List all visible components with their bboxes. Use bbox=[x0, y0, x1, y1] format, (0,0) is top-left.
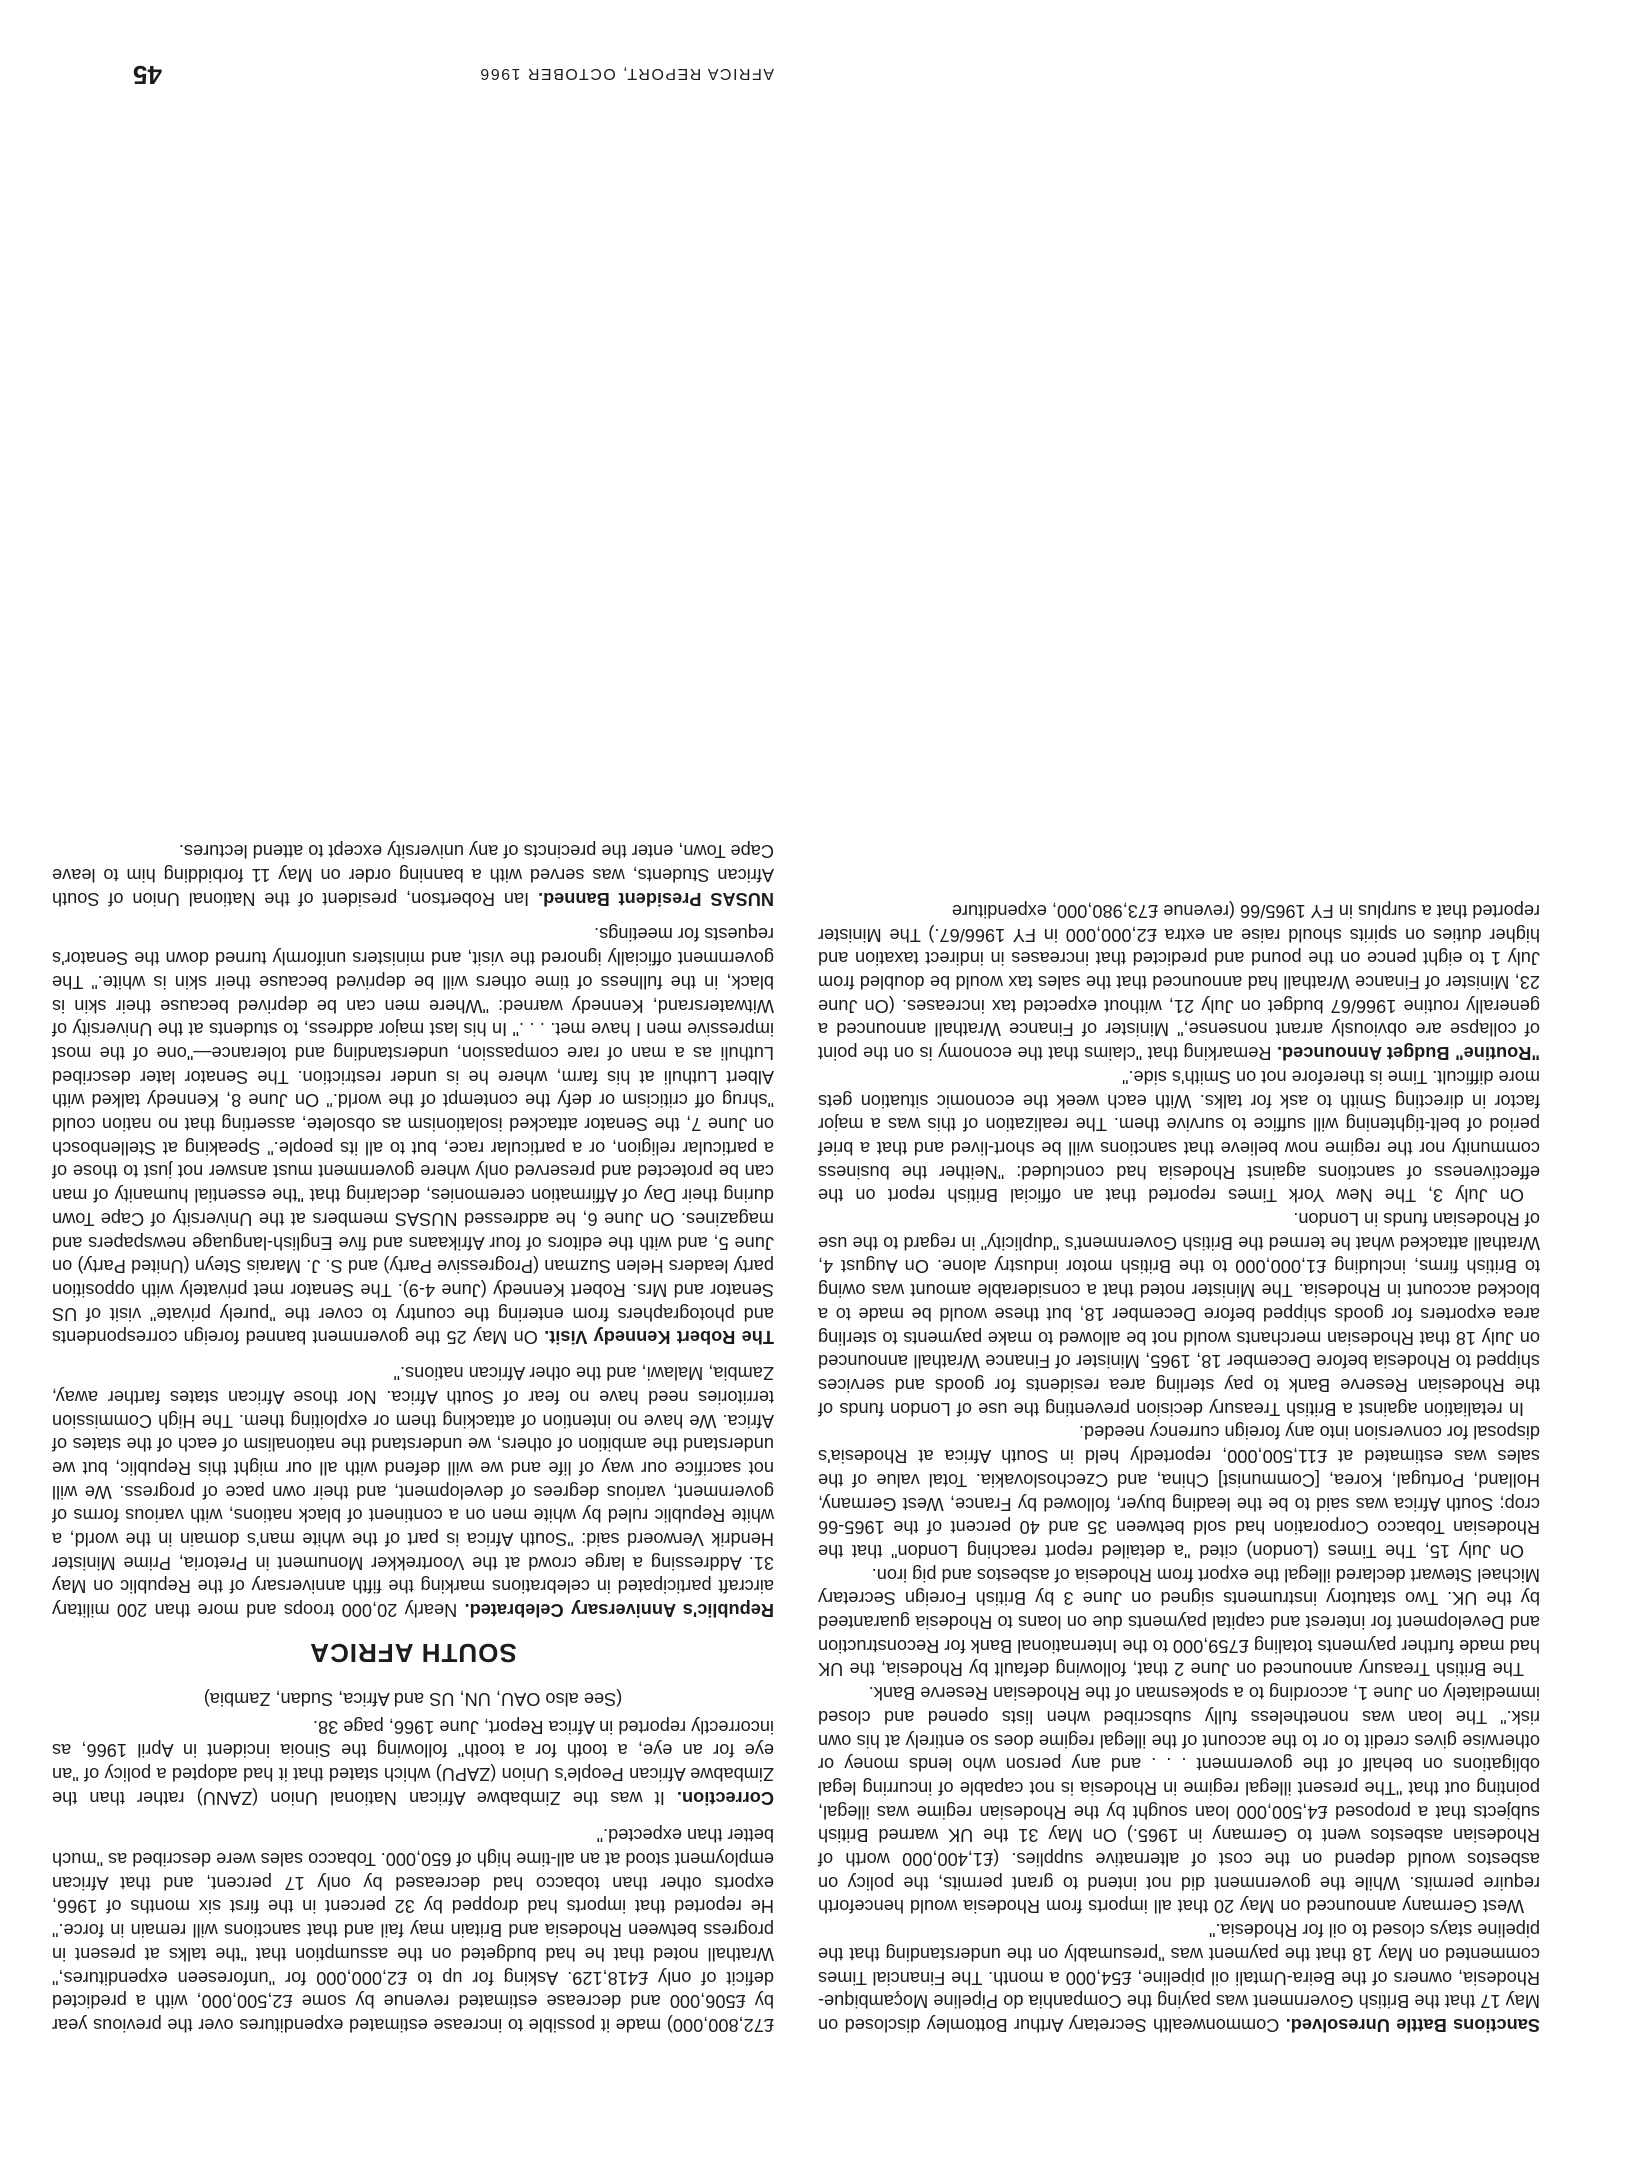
paragraph-tobacco: On July 15, The Times (London) cited "a detailed report reaching London" that the Rhodesian Tobacco Corporation had sold between 35 and 40 percent of the 1965-66 crop; South Africa was said to be the leading buyer, followed by France, West Germany, Holland, Portugal, Korea, [Communist] China, and Czechoslovakia. Total value of the sales was estimated at £11,500,000, reportedly held in South Africa at Rhodesia's disposal for conversion into any foreign currency needed. bbox=[818, 1422, 1540, 1561]
paragraph-lead: NUSAS President Banned. bbox=[538, 888, 774, 909]
paragraph-text: It was the Zimbabwe African National Union (ZANU) rather than the Zimbabwe African People's Union (ZAPU) which stated that it had adopted a policy of "an eye for an eye, a tooth for a tooth" following the Sinoia incident in April 1966, as incorrectly reported in Africa Report, June 1966, page 38. bbox=[52, 1716, 774, 1808]
paragraph-text: On May 25 the government banned foreign correspondents and photographers from entering the country to cover the "purely private" visit of US Senator and Mrs. Robert Kennedy (June 4-9). The Senator met privately with opposition party leaders Helen Suzman (Progressive Party) and S. J. Marais Steyn (United Party) on June 5, and with the editors of four Afrikaans and five English-language newspapers and magazines. On June 6, he addressed NUSAS members at the University of Cape Town during their Day of Affirmation ceremonies, declaring that "the essential humanity of man can be protected and preserved only where government must answer not just to those of a particular religion, or a particular race, but to all its people." Speaking at Stellenbosch on June 7, the Senator attacked isolationism as obsolete, asserting that no nation could "shrug off criticism or defy the contempt of the world." On June 8, Kennedy talked with Albert Luthuli at his farm, where he is under restriction. The Senator later described Luthuli as a man of rare compassion, understanding and tolerance—"one of the most impressive men I have met. . . ." In his last major address, to students at the University of Witwatersrand, Kennedy warned: "Where men can be deprived because their skin is black, in the fullness of time others will be deprived because their skin is white." The government officially ignored the visit, and ministers uniformly turned down the Senator's requests for meetings. bbox=[52, 924, 774, 1348]
paragraph-correction bbox=[52, 1714, 774, 1809]
paragraph-text: Remarking that "claims that the economy is on the point of collapse are obviously arrant nonsense," Minister of Finance Wrathall announced a generally routine 1966/67 budget on July 21, without expected tax increases. (On June 23, Minister of Finance Wrathall had announced that the sales tax would be doubled from July 1 to eight pence on the pound and predicted that increases in indirect taxation and higher duties on spirits should raise an extra £2,000,000 in FY 1966/67.) The Minister reported that a surplus in FY 1965/66 (revenue £73,980,000, expenditure bbox=[818, 900, 1540, 1064]
paragraph-lead: "Routine" Budget Announced. bbox=[1276, 1043, 1540, 1064]
paragraph-lead: Correction. bbox=[676, 1787, 774, 1808]
paragraph-nusas bbox=[52, 839, 774, 910]
paragraph-british-treasury: The British Treasury announced on June 2 that, following default by Rhodesia, the UK had made further payments totaling £759,000 to the International Bank for Reconstruction and Development for interest and capital payments due on loans to Rhodesia guaranteed by the UK. Two statutory instruments signed on June 3 by British Foreign Secretary Michael Stewart declared illegal the export from Rhodesia of asbestos and pig iron. bbox=[818, 1564, 1540, 1680]
paragraph-budget bbox=[818, 898, 1540, 1064]
left-column bbox=[818, 898, 1540, 2036]
section-heading: SOUTH AFRICA bbox=[309, 1638, 517, 1669]
paragraph-retaliation: In retaliation against a British Treasury decision preventing the use of London funds of the Rhodesian Reserve Bank to pay sterling area residents for goods and services shipped to Rhodesia before December 18, 1965, Minister of Finance Wrathall announced on July 18 that Rhodesian merchants would not be allowed to make payments to sterling area exporters for goods shipped before December 18, but these would be made to a blocked account in Rhodesia. The Minister noted that a considerable amount was owing to British firms, including £1,000,000 to the British motor industry alone. On August 4, Wrathall attacked what he termed the British Government's "duplicity" in regard to the use of Rhodesian funds in London. bbox=[818, 1209, 1540, 1419]
right-column bbox=[52, 839, 774, 2036]
see-also-note: (See also OAU, UN, US and Africa, Sudan, Zambia) bbox=[203, 1688, 623, 1709]
paragraph-kennedy-visit bbox=[52, 922, 774, 1349]
paragraph-lead: Sanctions Battle Unresolved. bbox=[1285, 2015, 1540, 2035]
paragraph-lead: Republic's Anniversary Celebrated. bbox=[464, 1600, 774, 1621]
paragraph-anniversary bbox=[52, 1360, 774, 1621]
paragraph-lead: The Robert Kennedy Visit. bbox=[544, 1327, 774, 1348]
page-number: 45 bbox=[133, 60, 162, 90]
paragraph-text: Commonwealth Secretary Arthur Bottomley disclosed on May 17 that the British Government was paying the Companhia do Pipeline Moçambique-Rhodesia, owners of the Beira-Umtali oil pipeline, £54,000 a month. The Financial Times commented on May 18 that the payment was "presumably on the understanding that the pipeline stays closed to oil for Rhodesia." bbox=[818, 1920, 1540, 2035]
paragraph-west-germany: West Germany announced on May 20 that all imports from Rhodesia would henceforth require permits. While the government did not intend to grant permits, the policy on asbestos would depend on the cost of alternative supplies. (£1,400,000 worth of Rhodesian asbestos went to Germany in 1965.) On May 31 the UK warned British subjects that a proposed £4,500,000 loan sought by the Rhodesian regime was illegal, pointing out that "The present illegal regime in Rhodesia is not capable of incurring legal obligations on behalf of the government . . . and any person who lends money or otherwise gives credit to or to the account of the illegal regime does so entirely at his own risk." The loan was nonetheless fully subscribed when lists opened and closed immediately on June 1, according to a spokesman of the Rhodesian Reserve Bank. bbox=[818, 1683, 1540, 1917]
paragraph-budget-continued: £72,800,000) made it possible to increase estimated expenditures over the previous year by £506,000 and decrease estimated revenue by some £2,500,000, with a predicted deficit of only £418,129. Asking for up to £2,000,000 for "unforeseen expenditures," Wrathall noted that he had budgeted on the assumption that "the talks at present in progress between Rhodesia and Britain may fail and that sanctions will remain in force." He reported that imports had dropped by 32 percent in the first six months of 1966, exports other than tobacco had decreased by only 17 percent, and that African employment stood at an all-time high of 650,000. Tobacco sales were described as "much better than expected." bbox=[52, 1825, 774, 2035]
paragraph-sanctions bbox=[818, 1917, 1540, 2036]
paragraph-text: Nearly 20,000 troops and more than 200 military aircraft participated in celebrations marking the fifth anniversary of the Republic on May 31. Addressing a large crowd at the Voortrekker Monument in Pretoria, Prime Minister Hendrik Verwoerd said: "South Africa is part of the white man's domain in the world, a white Republic ruled by white men on a continent of black nations, with various forms of government, various degrees of development, and their own pace of progress. We will not sacrifice our way of life and we will defend with all our might this Republic, but we understand the ambition of others, we understand the nationalism of each of the states of Africa. We have no intention of attacking them or exploiting them. The High Commission territories need have no fear of South Africa. Nor those African states farther away, Zambia, Malawi, and the other African nations." bbox=[52, 1363, 774, 1621]
publication-footer: AFRICA REPORT, OCTOBER 1966 bbox=[478, 65, 774, 82]
paragraph-nyt-report: On July 3, The New York Times reported that an official British report on the effectiveness of sanctions against Rhodesia had concluded: "Neither the business community nor the regime now believe that sanctions will be short-lived and that a brief period of belt-tightening will suffice to survive them. The realization of this was a major factor in directing Smith to ask for talks. With each week the economic situation gets more difficult. Time is therefore not on Smith's side." bbox=[818, 1066, 1540, 1206]
paragraph-text: Ian Robertson, president of the National Union of South African Students, was served with a banning order on May 11 forbidding him to leave Cape Town, enter the precincts of any university except to attend lectures. bbox=[51, 841, 774, 909]
